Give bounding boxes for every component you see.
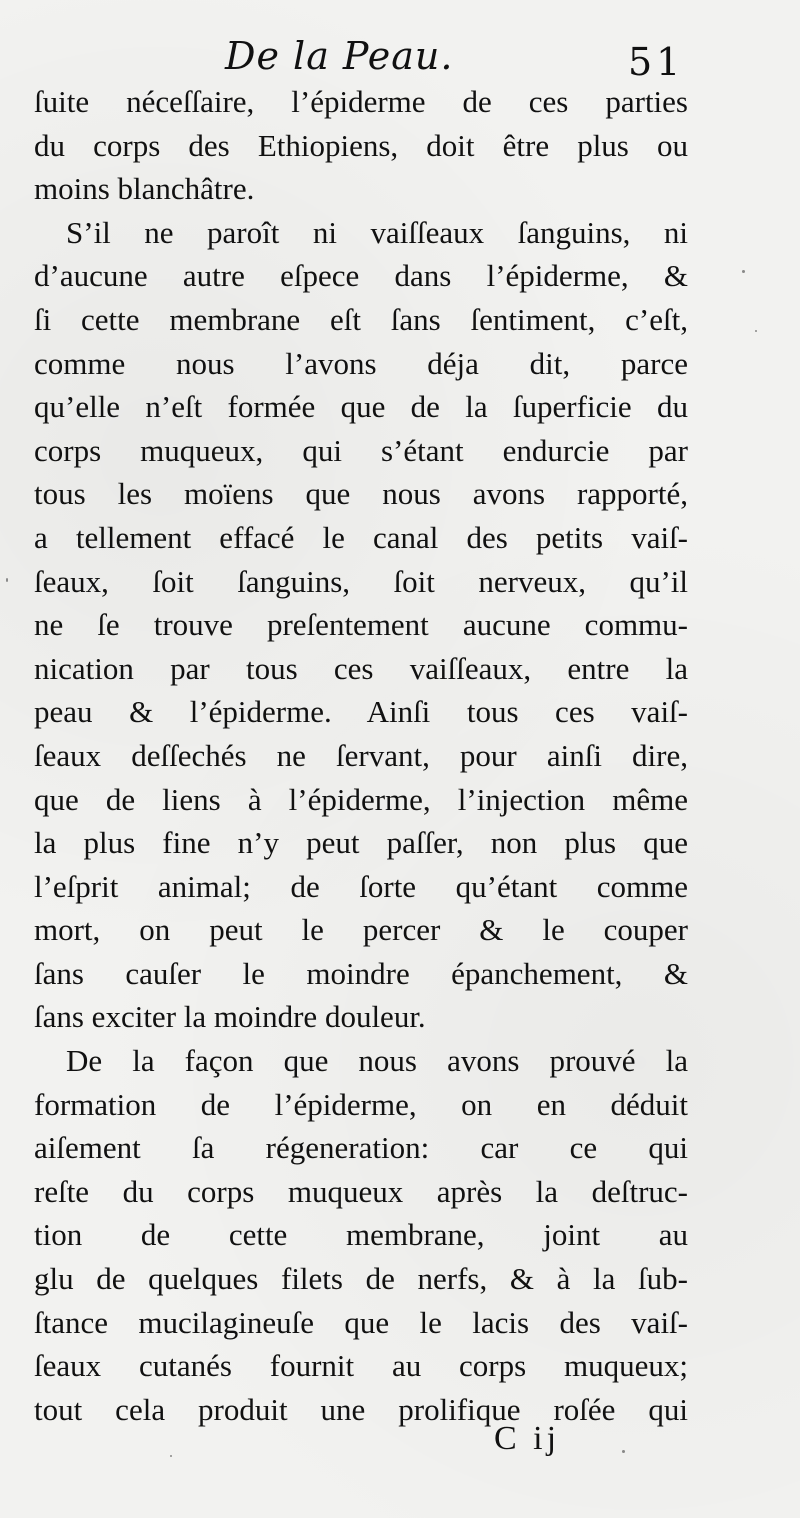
text-line: l’eſprit animal; de ſorte qu’étant comme: [34, 868, 688, 904]
text-line: tion de cette membrane, joint au: [34, 1217, 688, 1253]
text-line: comme nous l’avons déja dit, parce: [34, 345, 688, 381]
text-line: corps muqueux, qui s’étant endurcie par: [34, 432, 688, 468]
paper-speck: [6, 578, 8, 582]
text-line: aiſement ſa régeneration: car ce qui: [34, 1130, 688, 1166]
text-line: ſtance mucilagineuſe que le lacis des vaiſ-: [34, 1304, 688, 1340]
text-line: mort, on peut le percer & le couper: [34, 912, 688, 948]
paper-speck: [170, 1455, 172, 1457]
text-line: ſeaux, ſoit ſanguins, ſoit nerveux, qu’il: [34, 563, 688, 599]
signature-mark: C ij: [494, 1420, 561, 1457]
page-number: 51: [628, 40, 685, 84]
running-title: De la Peau.: [225, 34, 454, 78]
text-line: d’aucune autre eſpece dans l’épiderme, &: [34, 258, 688, 294]
text-line: nication par tous ces vaiſſeaux, entre la: [34, 650, 688, 686]
text-line: glu de quelques filets de nerfs, & à la ſub-: [34, 1261, 688, 1297]
text-line: ſi cette membrane eſt ſans ſentiment, c’eſt,: [34, 301, 688, 337]
text-line: que de liens à l’épiderme, l’injection même: [34, 781, 688, 817]
text-line: tous les moïens que nous avons rapporté,: [34, 476, 688, 512]
text-line: reſte du corps muqueux après la deſtruc-: [34, 1173, 688, 1209]
text-line: qu’elle n’eſt formée que de la ſuperficie du: [34, 389, 688, 425]
paper-speck: [755, 330, 757, 332]
paper-speck: [742, 270, 745, 273]
text-line: formation de l’épiderme, on en déduit: [34, 1086, 688, 1122]
text-line: ſeaux deſſechés ne ſervant, pour ainſi dire,: [34, 737, 688, 773]
running-header: [0, 28, 800, 88]
text-line: ſeaux cutanés fournit au corps muqueux;: [34, 1348, 688, 1384]
paragraph-start-line: De la façon que nous avons prouvé la: [66, 1043, 688, 1079]
text-line: tout cela produit une prolifique roſée qui: [34, 1391, 688, 1427]
text-line: ſans cauſer le moindre épanchement, &: [34, 955, 688, 991]
text-line: ſans exciter la moindre douleur.: [34, 999, 426, 1035]
paper-speck: [622, 1450, 625, 1453]
text-line: la plus fine n’y peut paſſer, non plus que: [34, 825, 688, 861]
text-line: moins blanchâtre.: [34, 171, 255, 207]
text-line: du corps des Ethiopiens, doit être plus ou: [34, 127, 688, 163]
text-line: ne ſe trouve preſentement aucune commu-: [34, 607, 688, 643]
text-line: ſuite néceſſaire, l’épiderme de ces parties: [34, 84, 688, 119]
text-line: peau & l’épiderme. Ainſi tous ces vaiſ-: [34, 694, 688, 730]
text-line: a tellement effacé le canal des petits vaiſ-: [34, 519, 688, 555]
body-text: [34, 80, 724, 1431]
paragraph-start-line: S’il ne paroît ni vaiſſeaux ſanguins, ni: [66, 214, 688, 250]
